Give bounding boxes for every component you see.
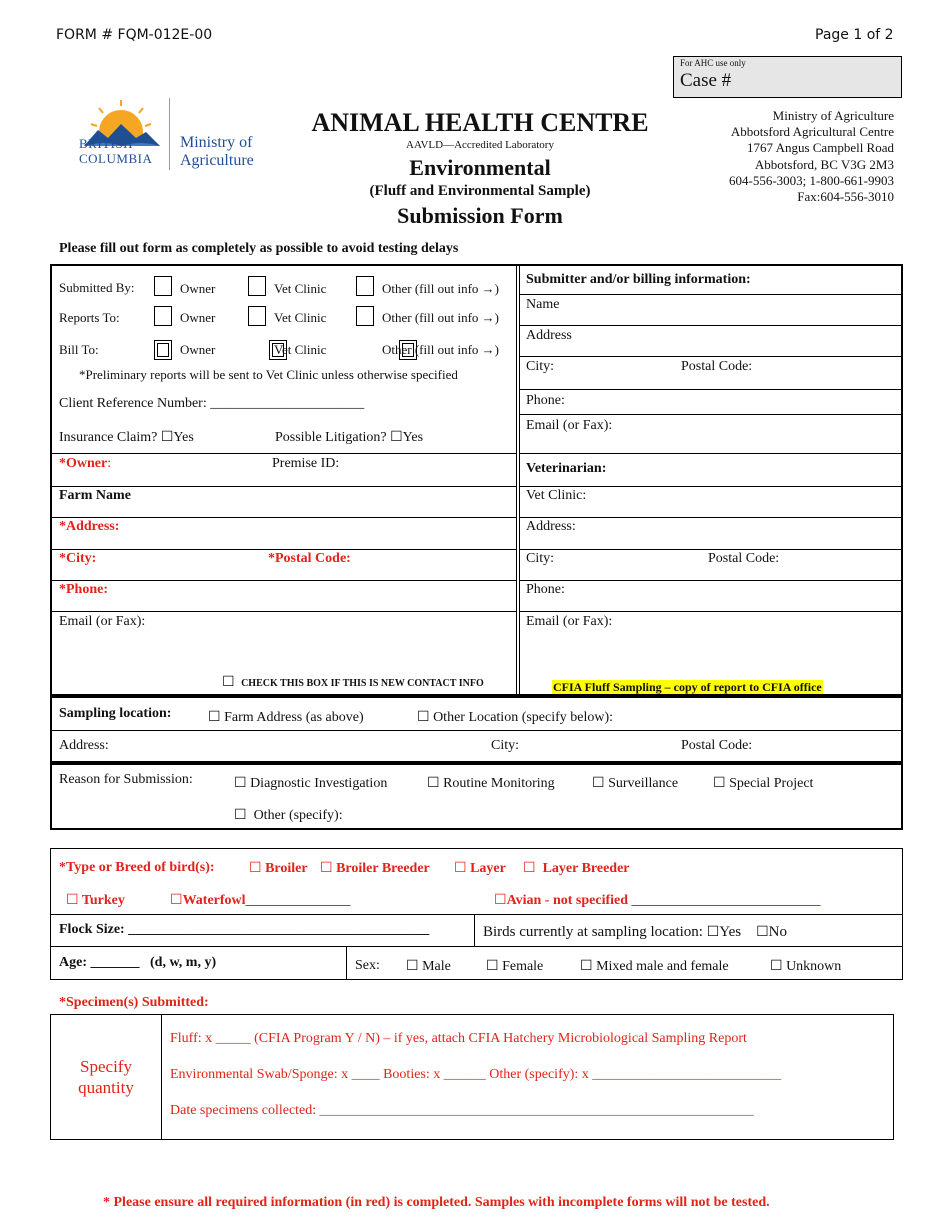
vet-city-field[interactable]: City: xyxy=(526,551,555,566)
option-label: Broiler Breeder xyxy=(336,861,430,876)
insurance-claim-checkbox[interactable]: Insurance Claim? ☐Yes xyxy=(59,430,194,445)
address-line: 604-556-3003; 1-800-661-9903 xyxy=(728,172,894,188)
reports-to-label: Reports To: xyxy=(59,310,120,325)
logo-text-british: BRITISH xyxy=(79,136,134,151)
sampling-city-field[interactable]: City: xyxy=(491,738,520,753)
checkbox-icon xyxy=(406,959,419,974)
accreditation: AAVLD—Accredited Laboratory xyxy=(406,139,554,151)
address-line: 1767 Angus Campbell Road xyxy=(747,140,894,156)
checkbox-icon xyxy=(249,861,262,876)
age-label: Age: xyxy=(59,955,87,970)
option-label: Unknown xyxy=(786,959,842,974)
form-number: FORM # FQM-012E-00 xyxy=(56,27,213,43)
option-label: Other (specify): xyxy=(253,808,343,823)
age-blank: _______ xyxy=(90,955,140,970)
checkbox-icon xyxy=(170,893,183,908)
option-label: Female xyxy=(502,959,544,974)
vet-email-field[interactable]: Email (or Fax): xyxy=(526,614,613,629)
bill-to-label: Bill To: xyxy=(59,342,99,357)
sex-female-option[interactable] xyxy=(486,959,543,974)
age-units: (d, w, m, y) xyxy=(150,955,217,970)
checkbox-icon xyxy=(580,959,593,974)
bc-government-logo xyxy=(76,96,266,176)
option-label: Layer Breeder xyxy=(542,861,630,876)
owner-postal-field[interactable]: *Postal Code: xyxy=(268,551,351,566)
fluff-quantity-field[interactable]: Fluff: x _____ (CFIA Program Y / N) – if yes, attach CFIA Hatchery Microbiological Sampling Report xyxy=(170,1031,747,1046)
other-option-label: Other (fill out info →) xyxy=(382,342,499,357)
broiler-option[interactable] xyxy=(249,861,308,876)
checkbox-icon xyxy=(234,776,247,791)
checkbox-icon xyxy=(320,861,333,876)
billing-address-field[interactable]: Address xyxy=(526,328,572,343)
avian-not-specified-option[interactable] xyxy=(494,893,821,908)
owner-city-field[interactable]: *City: xyxy=(59,551,97,566)
client-reference-field[interactable]: Client Reference Number: ______________________ xyxy=(59,396,365,411)
submitted-by-other-checkbox[interactable] xyxy=(356,276,374,296)
sampling-address-field[interactable]: Address: xyxy=(59,738,109,753)
possible-litigation-checkbox[interactable]: Possible Litigation? ☐Yes xyxy=(275,430,424,445)
submitted-by-vet-checkbox[interactable] xyxy=(248,276,266,296)
form-subtitle: Environmental xyxy=(409,155,551,180)
checkbox-icon xyxy=(454,861,467,876)
other-location-label: Other Location (specify below): xyxy=(433,710,614,725)
checkbox-icon xyxy=(486,959,499,974)
preliminary-report-note: *Preliminary reports will be sent to Vet Clinic unless otherwise specified xyxy=(79,367,458,382)
surveillance-option[interactable] xyxy=(592,776,678,791)
vet-phone-field[interactable]: Phone: xyxy=(526,582,565,597)
option-label: Layer xyxy=(470,861,506,876)
farm-address-option[interactable] xyxy=(208,710,364,725)
owner-colon: : xyxy=(107,456,112,471)
checkbox-icon xyxy=(523,861,536,876)
premise-id-field[interactable]: Premise ID: xyxy=(272,456,340,471)
vet-option-label: Vet Clinic xyxy=(274,310,327,325)
option-label: Waterfowl_______________ xyxy=(182,893,351,908)
vet-option-label: Vet Clinic xyxy=(274,342,327,357)
checkbox-icon xyxy=(66,893,79,908)
billing-name-field[interactable]: Name xyxy=(526,297,560,312)
quantity-text: quantity xyxy=(78,1078,134,1097)
sampling-location-label: Sampling location: xyxy=(59,706,172,721)
yes-label: Yes xyxy=(719,924,742,940)
reason-label: Reason for Submission: xyxy=(59,772,193,787)
specify-quantity-label xyxy=(51,1056,161,1098)
incomplete-form-warning: * Please ensure all required information (in red) is completed. Samples with incomplete forms will not be tested. xyxy=(103,1195,770,1210)
vet-clinic-field[interactable]: Vet Clinic: xyxy=(526,488,587,503)
flock-size-field[interactable]: Flock Size: ___________________________________________ xyxy=(59,922,430,937)
checkbox-icon xyxy=(713,776,726,791)
case-box-note: For AHC use only xyxy=(680,58,746,68)
instruction-text: Please fill out form as completely as possible to avoid testing delays xyxy=(59,241,459,256)
birds-at-location-label: Birds currently at sampling location: xyxy=(483,924,703,940)
bill-to-owner-checkbox[interactable] xyxy=(154,340,172,360)
checkbox-icon xyxy=(494,893,507,908)
owner-label: *Owner xyxy=(59,456,108,471)
new-contact-checkbox[interactable] xyxy=(222,675,484,690)
checkbox-icon xyxy=(770,959,783,974)
date-collected-field[interactable]: Date specimens collected: ______________________________________________________________ xyxy=(170,1103,754,1118)
billing-postal-field[interactable]: Postal Code: xyxy=(681,359,753,374)
diagnostic-investigation-option[interactable] xyxy=(234,776,387,791)
waterfowl-option[interactable] xyxy=(170,893,351,908)
option-label: Routine Monitoring xyxy=(443,776,555,791)
reason-other-option[interactable] xyxy=(234,808,343,823)
checkbox-icon xyxy=(208,710,221,725)
cfia-fluff-note: CFIA Fluff Sampling – copy of report to CFIA office xyxy=(553,680,822,694)
farm-address-label: Farm Address (as above) xyxy=(224,710,364,725)
contact-section xyxy=(50,264,903,696)
owner-option-label: Owner xyxy=(180,310,216,325)
bill-to-row xyxy=(59,338,499,358)
owner-field[interactable] xyxy=(59,457,111,471)
owner-address-field[interactable]: *Address: xyxy=(59,519,120,534)
address-line: Ministry of Agriculture xyxy=(772,108,894,123)
billing-city-field[interactable]: City: xyxy=(526,359,555,374)
no-label: No xyxy=(768,924,788,940)
special-project-option[interactable] xyxy=(713,776,813,791)
submitted-by-label: Submitted By: xyxy=(59,280,135,295)
billing-email-field[interactable]: Email (or Fax): xyxy=(526,418,613,433)
sex-mixed-option[interactable] xyxy=(580,959,729,974)
form-subtitle-detail: (Fluff and Environmental Sample) xyxy=(369,183,591,199)
sex-male-option[interactable] xyxy=(406,959,451,974)
page-number: Page 1 of 2 xyxy=(815,27,894,43)
owner-phone-field[interactable]: *Phone: xyxy=(59,582,108,597)
option-label: Mixed male and female xyxy=(596,959,729,974)
veterinarian-heading: Veterinarian: xyxy=(526,461,607,476)
specify-text: Specify xyxy=(80,1057,132,1076)
owner-option-label: Owner xyxy=(180,342,216,357)
owner-email-field[interactable]: Email (or Fax): xyxy=(59,614,146,629)
case-number-box[interactable] xyxy=(673,56,902,98)
layer-breeder-option[interactable] xyxy=(523,861,630,876)
address-line: Abbotsford, BC V3G 2M3 xyxy=(754,156,894,172)
address-line: Fax:604-556-3010 xyxy=(797,189,894,205)
option-label: Broiler xyxy=(265,861,308,876)
broiler-breeder-option[interactable] xyxy=(320,861,430,876)
address-line: Abbotsford Agricultural Centre xyxy=(730,124,894,140)
sex-label: Sex: xyxy=(355,958,380,973)
option-label: Surveillance xyxy=(608,776,679,791)
sex-unknown-option[interactable] xyxy=(770,959,841,974)
vet-postal-field[interactable]: Postal Code: xyxy=(708,551,780,566)
form-subtitle-submission: Submission Form xyxy=(397,203,563,228)
layer-option[interactable] xyxy=(454,861,506,876)
option-label: Diagnostic Investigation xyxy=(250,776,388,791)
submitted-by-owner-checkbox[interactable] xyxy=(154,276,172,296)
logo-agriculture: Agriculture xyxy=(180,152,254,169)
checkbox-icon xyxy=(592,776,605,791)
vet-address-field[interactable]: Address: xyxy=(526,519,576,534)
owner-option-label: Owner xyxy=(180,281,216,296)
birds-at-location-field[interactable] xyxy=(483,925,787,940)
option-label: Male xyxy=(422,959,451,974)
bird-type-label: *Type or Breed of bird(s): xyxy=(59,860,215,875)
reports-to-vet-checkbox[interactable] xyxy=(248,306,266,326)
case-box-label: Case # xyxy=(680,70,732,91)
page-title: ANIMAL HEALTH CENTRE xyxy=(311,108,649,137)
checkbox-icon xyxy=(756,924,769,940)
checkbox-icon xyxy=(222,675,235,690)
option-label: Turkey xyxy=(81,893,125,908)
other-option-label: Other (fill out info →) xyxy=(382,281,499,296)
checkbox-icon xyxy=(427,776,440,791)
new-contact-label: CHECK THIS BOX IF THIS IS NEW CONTACT INFO xyxy=(241,678,484,689)
reports-to-other-checkbox[interactable] xyxy=(356,306,374,326)
farm-name-field[interactable]: Farm Name xyxy=(59,488,131,503)
billing-heading: Submitter and/or billing information: xyxy=(526,272,751,287)
billing-phone-field[interactable]: Phone: xyxy=(526,393,565,408)
logo-text-columbia: COLUMBIA xyxy=(79,151,153,166)
checkbox-icon xyxy=(417,710,430,725)
option-label: Special Project xyxy=(729,776,814,791)
lab-address xyxy=(729,108,894,205)
logo-ministry-of: Ministry of xyxy=(180,134,253,151)
checkbox-icon xyxy=(707,924,720,940)
environmental-quantity-field[interactable]: Environmental Swab/Sponge: x ____ Booties: x ______ Other (specify): x ___________________________ xyxy=(170,1067,782,1082)
turkey-option[interactable] xyxy=(66,893,125,908)
specimens-heading: *Specimen(s) Submitted: xyxy=(59,995,209,1010)
option-label: Avian - not specified ___________________________ xyxy=(506,893,821,908)
routine-monitoring-option[interactable] xyxy=(427,776,555,791)
other-location-option[interactable] xyxy=(417,710,613,725)
age-field[interactable] xyxy=(59,956,216,970)
reports-to-owner-checkbox[interactable] xyxy=(154,306,172,326)
checkbox-icon xyxy=(234,808,247,823)
other-option-label: Other (fill out info →) xyxy=(382,310,499,325)
vet-option-label: Vet Clinic xyxy=(274,281,327,296)
sampling-postal-field[interactable]: Postal Code: xyxy=(681,738,753,753)
